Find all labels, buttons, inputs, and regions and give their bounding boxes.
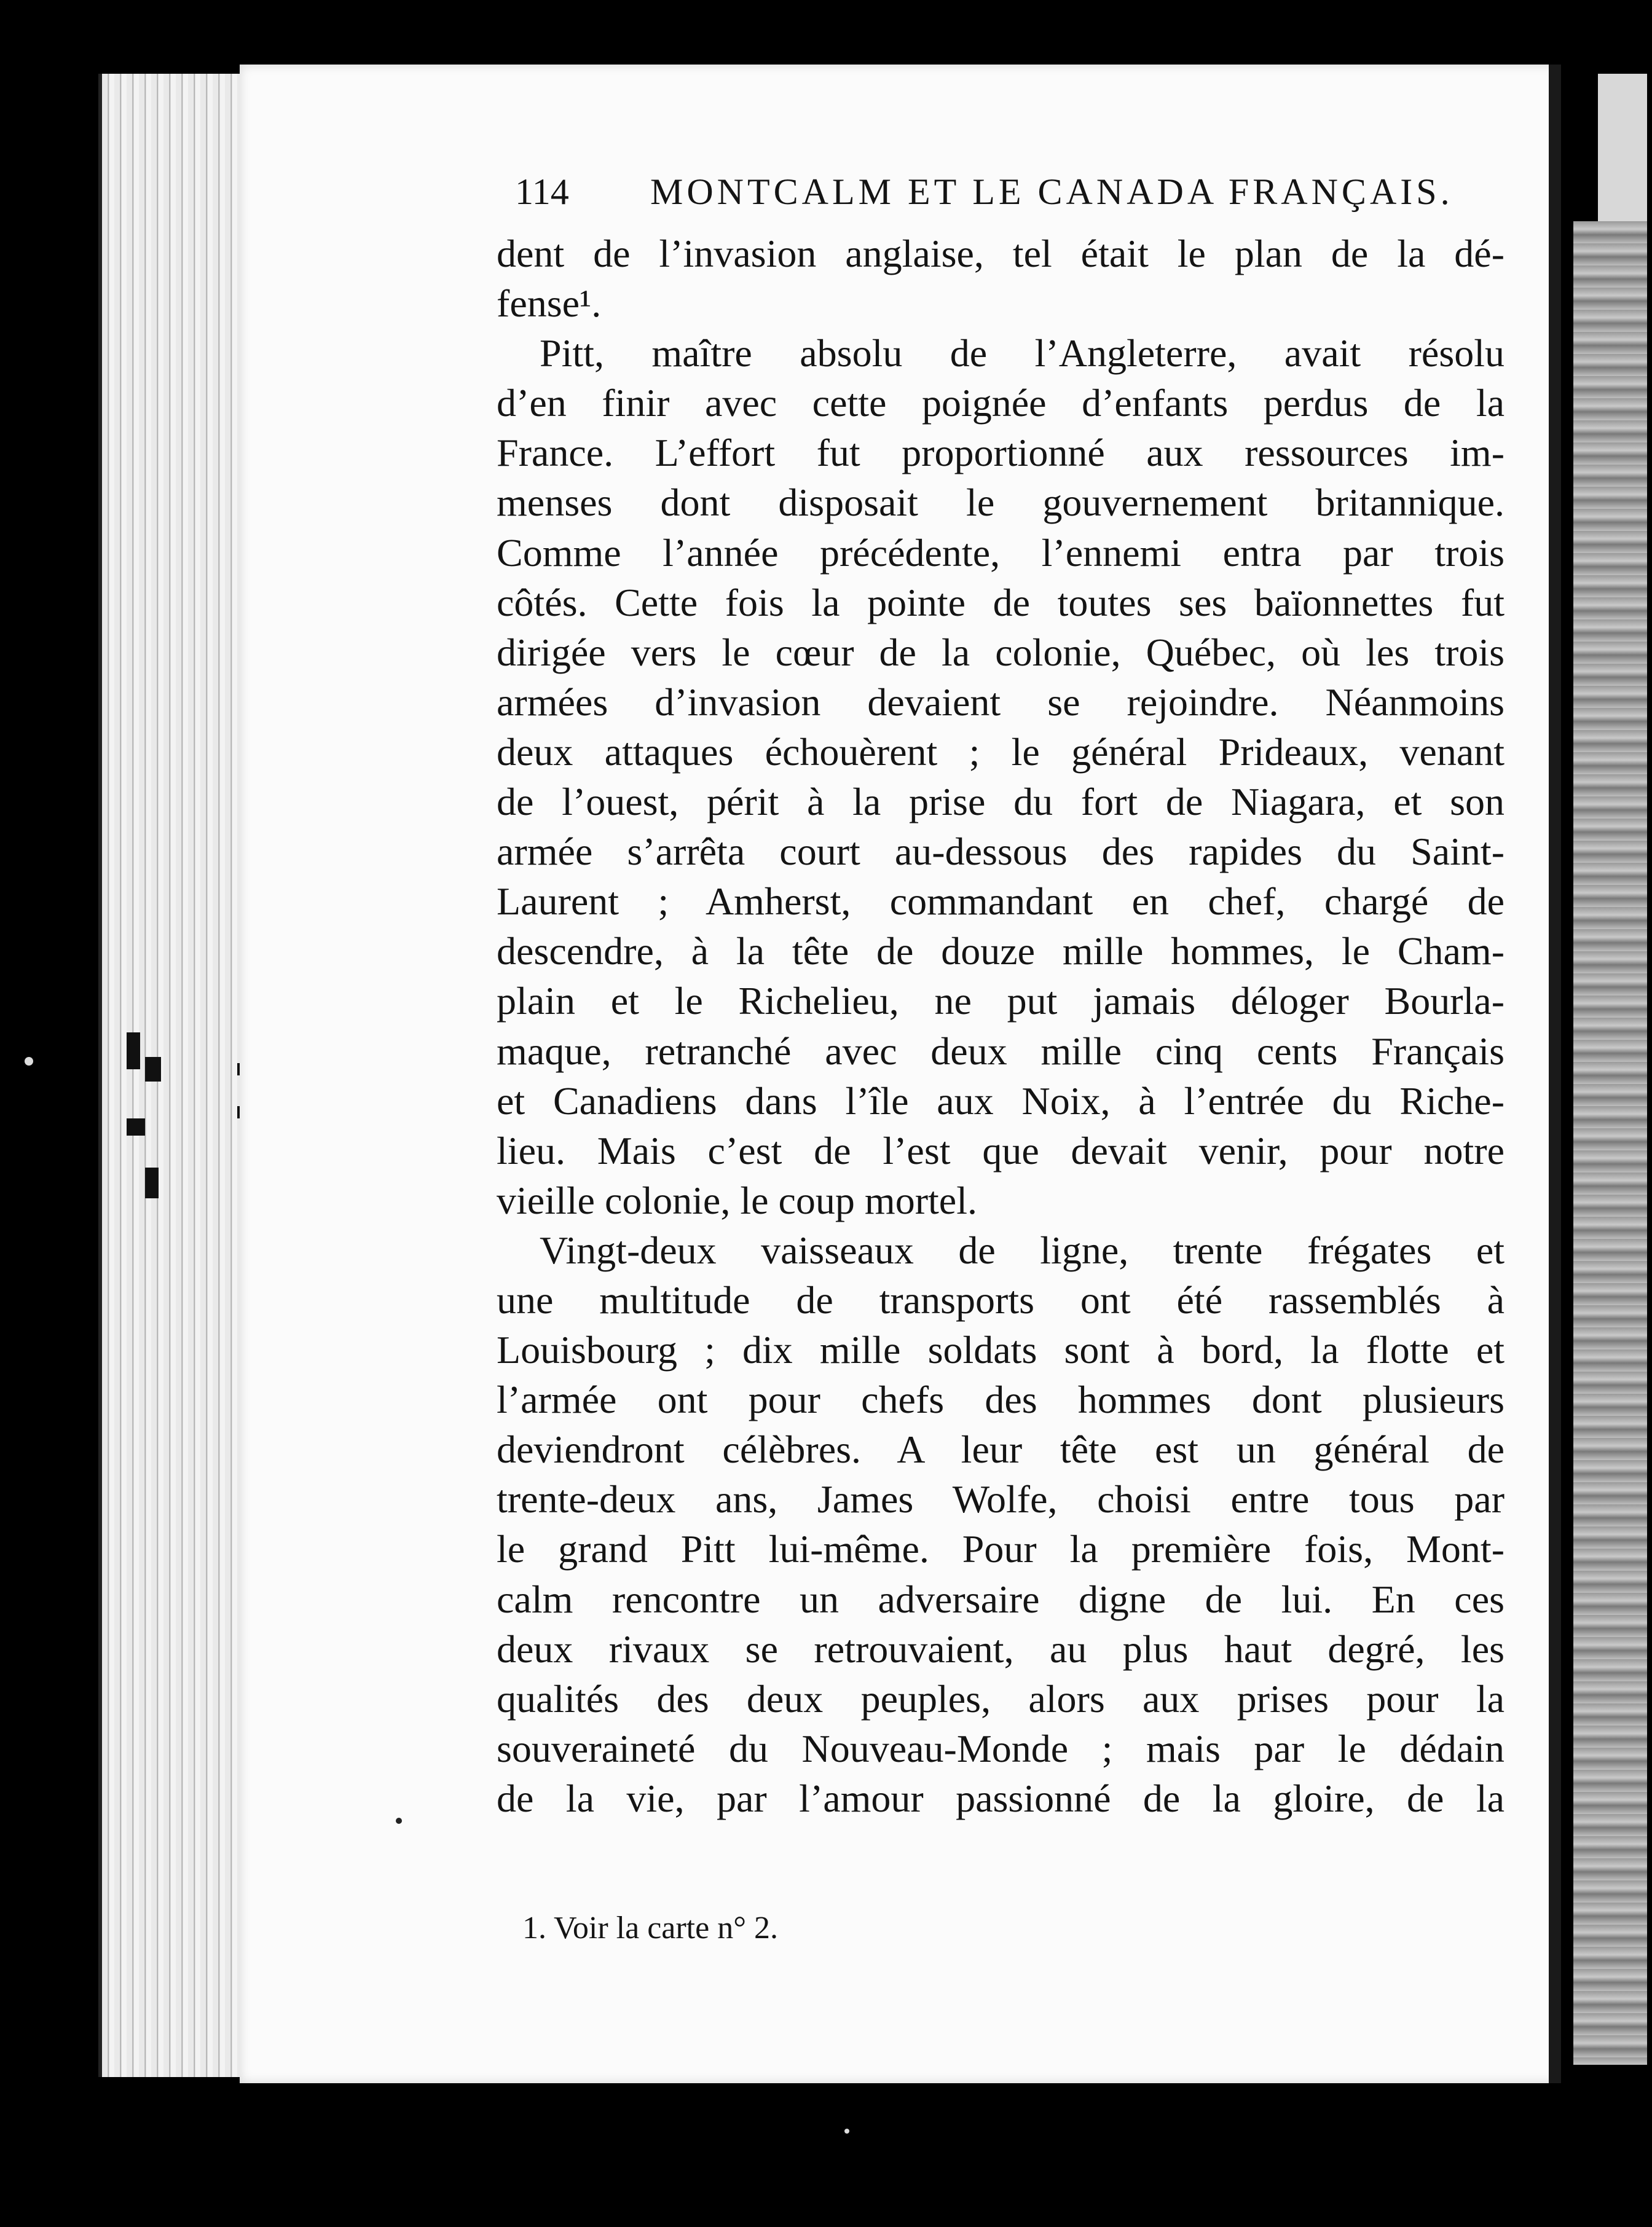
- text-line: menses dont disposait le gouvernement britannique.: [497, 481, 1504, 525]
- text-line: maque, retranché avec deux mille cinq cents Français: [497, 1029, 1504, 1073]
- page-edges: [98, 74, 262, 2077]
- text-line: et Canadiens dans l’île aux Noix, à l’entrée du Riche-: [497, 1078, 1504, 1123]
- edge-mark: [127, 1032, 140, 1069]
- text-line: le grand Pitt lui-même. Pour la première fois, Mont-: [497, 1527, 1504, 1571]
- text-line: Vingt-deux vaisseaux de ligne, trente frégates et: [540, 1228, 1504, 1272]
- page-header: [515, 171, 1453, 213]
- dust-speck: [844, 2129, 849, 2134]
- edge-mark: [127, 1118, 145, 1136]
- text-line: fense¹.: [497, 281, 602, 326]
- edge-mark: [145, 1057, 161, 1082]
- text-line: l’armée ont pour chefs des hommes dont plusieurs: [497, 1378, 1504, 1422]
- text-line: de l’ouest, périt à la prise du fort de Niagara, et son: [497, 780, 1504, 824]
- text-line: armée s’arrêta court au-dessous des rapides du Saint-: [497, 830, 1504, 874]
- text-line: deux rivaux se retrouvaient, au plus haut degré, les: [497, 1627, 1504, 1671]
- text-line: Pitt, maître absolu de l’Angleterre, avait résolu: [540, 331, 1504, 375]
- text-line: calm rencontre un adversaire digne de lui. En ces: [497, 1577, 1504, 1621]
- dust-speck: [396, 1818, 402, 1824]
- text-line: une multitude de transports ont été rassemblés à: [497, 1278, 1504, 1322]
- page-gutter: [1549, 65, 1561, 2083]
- edge-mark: [145, 1168, 159, 1198]
- text-line: Comme l’année précédente, l’ennemi entra par trois: [497, 530, 1504, 575]
- body-text: [497, 229, 1504, 1823]
- text-line: deviendront célèbres. A leur tête est un général de: [497, 1428, 1504, 1472]
- text-line: armées d’invasion devaient se rejoindre. Néanmoins: [497, 680, 1504, 724]
- footnote: 1. Voir la carte n° 2.: [522, 1911, 778, 1946]
- text-line: descendre, à la tête de douze mille hommes, le Cham-: [497, 929, 1504, 973]
- text-line: deux attaques échouèrent ; le général Prideaux, venant: [497, 729, 1504, 774]
- text-line: plain et le Richelieu, ne put jamais déloger Bourla-: [497, 979, 1504, 1023]
- text-line: qualités des deux peuples, alors aux prises pour la: [497, 1676, 1504, 1721]
- page-number: 114: [515, 171, 569, 212]
- running-title: MONTCALM ET LE CANADA FRANÇAIS.: [650, 171, 1453, 212]
- text-line: vieille colonie, le coup mortel.: [497, 1178, 977, 1222]
- text-line: dent de l’invasion anglaise, tel était le plan de la dé-: [497, 232, 1504, 275]
- text-line: d’en finir avec cette poignée d’enfants perdus de la: [497, 381, 1504, 425]
- text-line: lieu. Mais c’est de l’est que devait venir, pour notre: [497, 1128, 1504, 1172]
- text-line: trente-deux ans, James Wolfe, choisi entre tous par: [497, 1477, 1504, 1522]
- adjacent-volume-top: [1598, 74, 1647, 227]
- text-line: dirigée vers le cœur de la colonie, Québec, où les trois: [497, 630, 1504, 674]
- text-line: Laurent ; Amherst, commandant en chef, chargé de: [497, 879, 1504, 924]
- text-line: de la vie, par l’amour passionné de la gloire, de la: [497, 1776, 1504, 1820]
- text-line: Louisbourg ; dix mille soldats sont à bord, la flotte et: [497, 1328, 1504, 1372]
- text-line: souveraineté du Nouveau-Monde ; mais par le dédain: [497, 1726, 1504, 1770]
- text-line: côtés. Cette fois la pointe de toutes ses baïonnettes fut: [497, 580, 1504, 624]
- dust-speck: [25, 1057, 33, 1066]
- adjacent-volume-spine: [1573, 221, 1647, 2065]
- text-line: France. L’effort fut proportionné aux ressources im-: [497, 431, 1504, 475]
